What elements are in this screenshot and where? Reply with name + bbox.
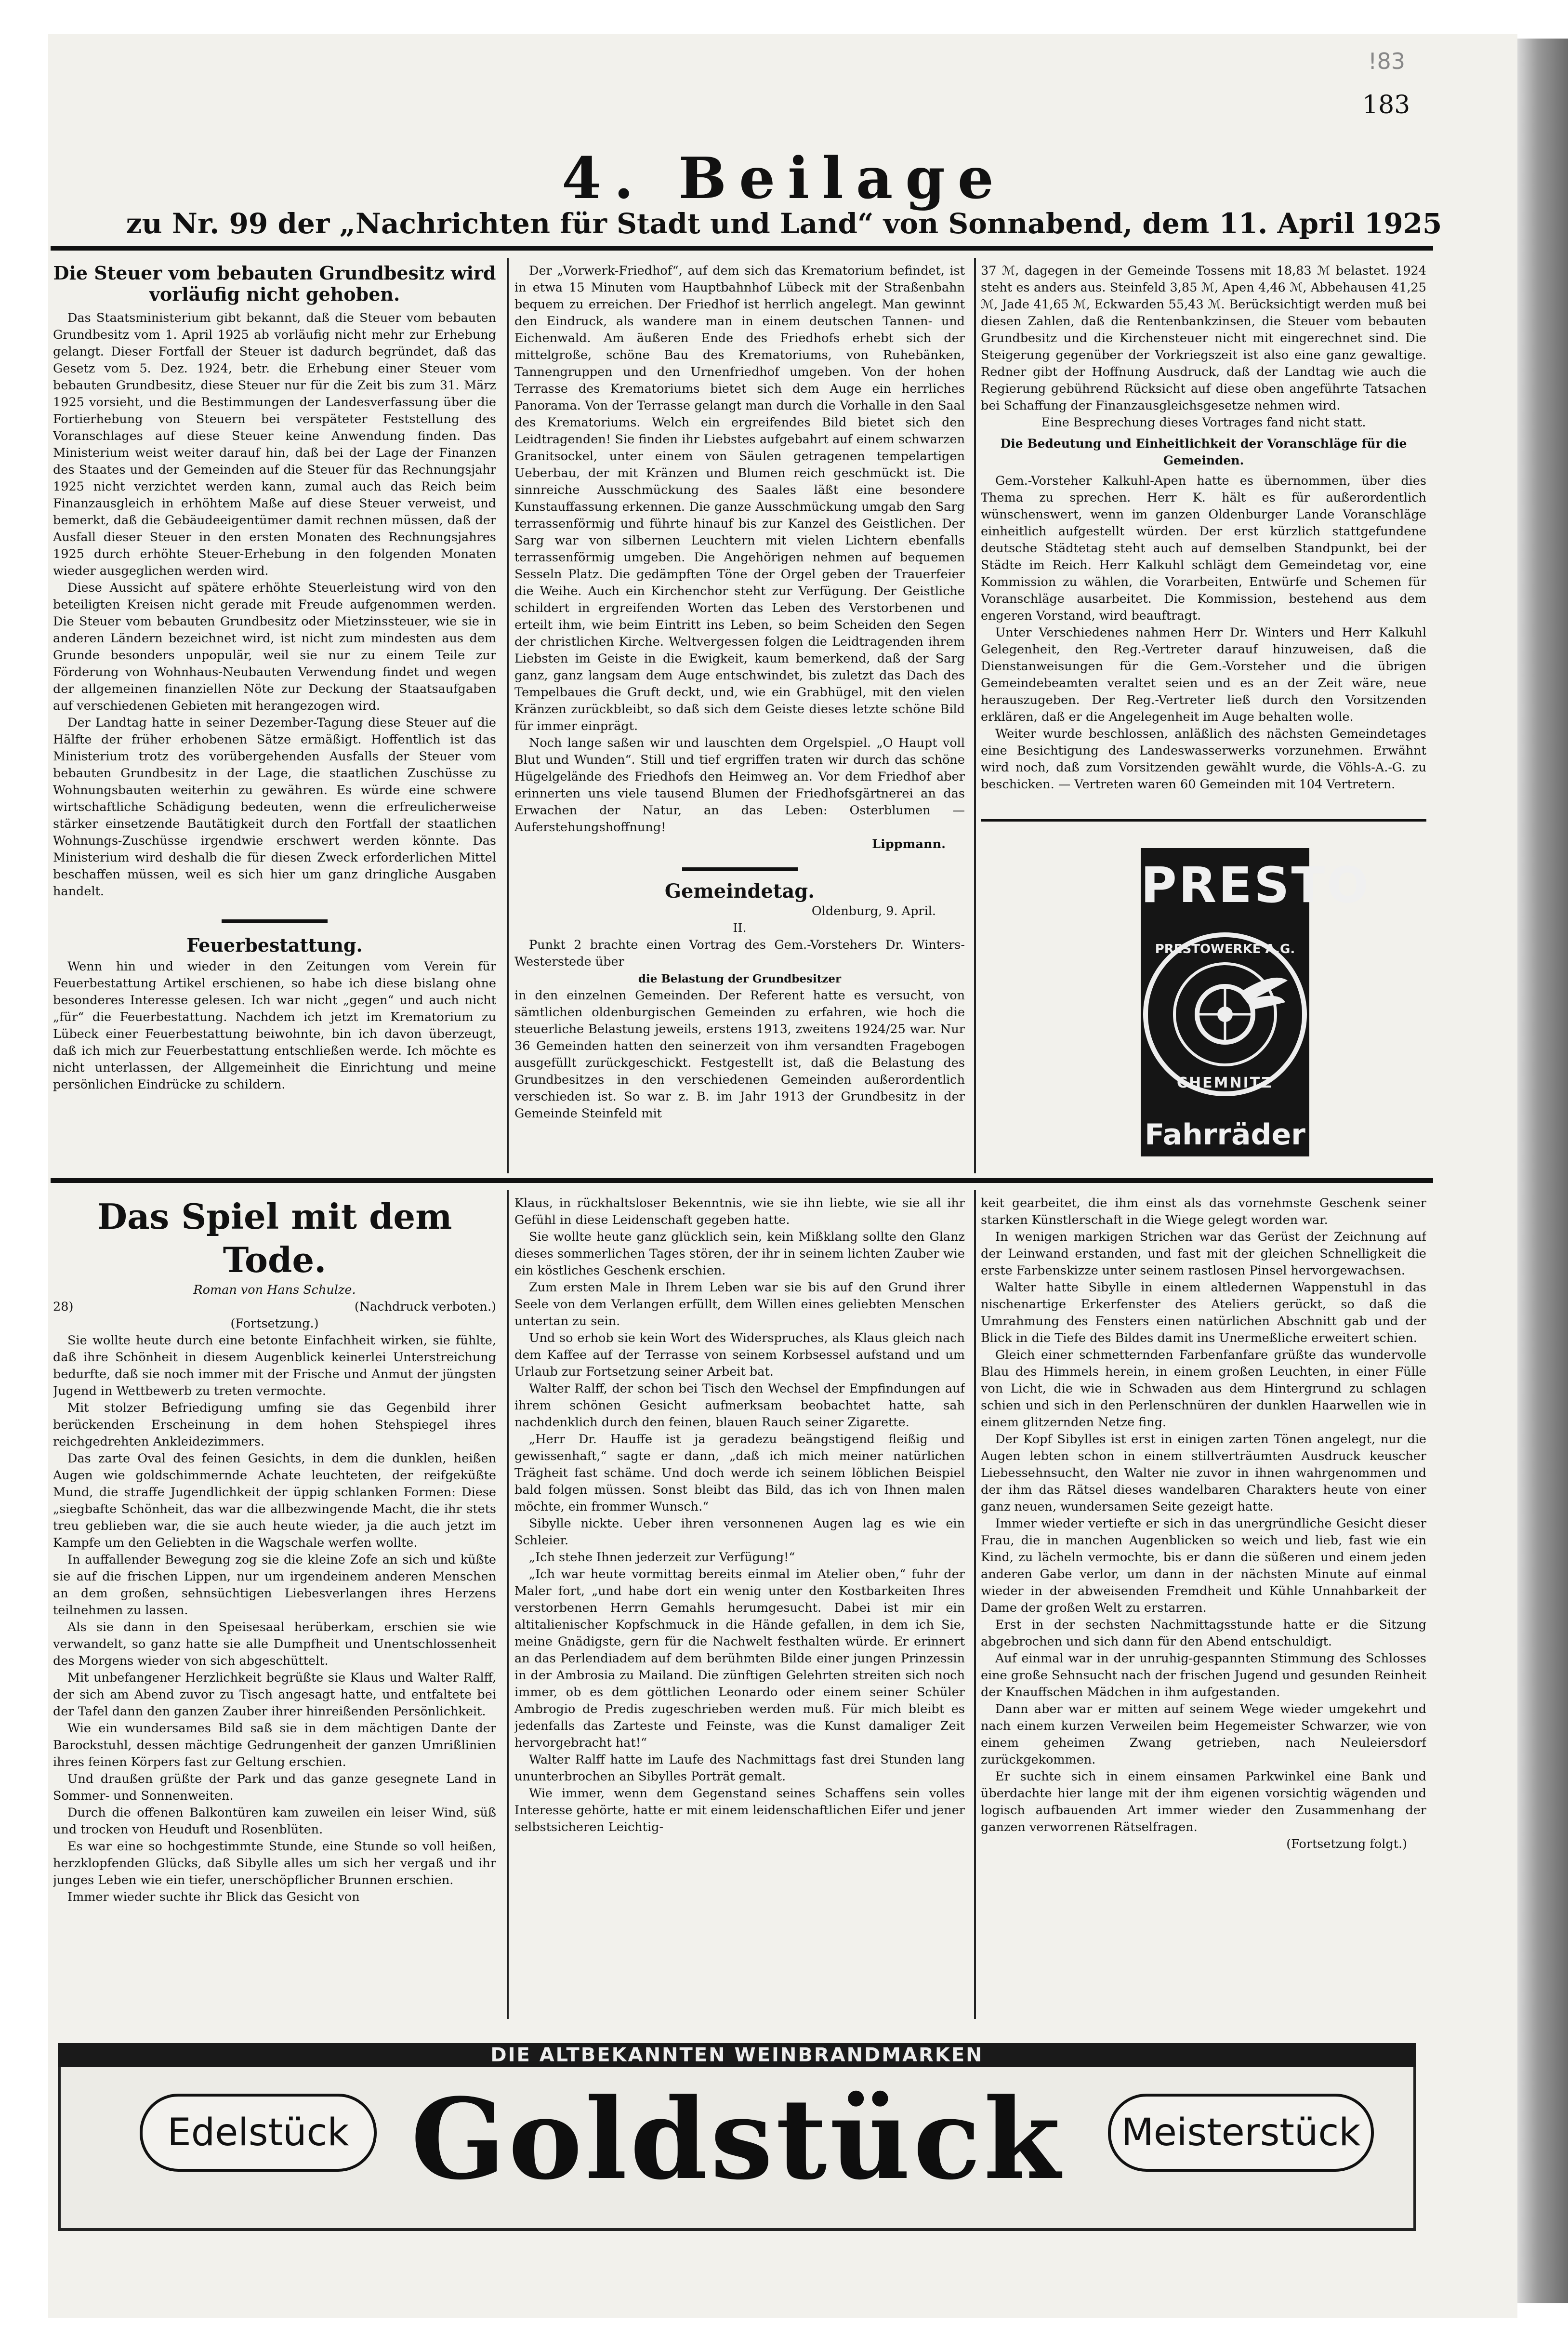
paragraph: Walter Ralff, der schon bei Tisch den Wechsel der Empfindungen auf ihrem schönen Gesicht aufmerksam beobachtet hatte, sah nachdenklich durch den feinen, blauen Rauch seiner Zigarette.: [514, 1381, 965, 1430]
supplement-title: 4. Beilage: [562, 145, 1006, 212]
paragraph: Es war eine so hochgestimmte Stunde, eine Stunde so voll heißen, herzklopfenden Glücks, daß Sibylle alles um sich her vergaß und ihr junges Leben wie ein tiefer, unerschöpflicher Brunnen erschien.: [53, 1839, 496, 1887]
paragraph: Und draußen grüßte der Park und das ganze gesegnete Land in Sommer- und Sonnenweiten.: [53, 1772, 496, 1803]
paragraph: Diese Aussicht auf spätere erhöhte Steuerleistung wird von den beteiligten Kreisen nicht gerade mit Freude aufgenommen werden. Die Steuer vom bebauten Grundbesitz oder Mietzinssteuer, wie sie in anderen Ländern bezeichnet wird, ist nicht zum mindesten aus dem Grunde besonders unpopulär, weil sie nur zu einem Teile zur Förderung von Wohnhaus-Neubauten Verwendung findet und wegen der allgemeinen finanziellen Nöte zur Deckung der Staatsaufgaben auf verschiedenen Gebieten mit herangezogen wird.: [53, 581, 496, 713]
paragraph: Sie wollte heute ganz glücklich sein, kein Mißklang sollte den Glanz dieses sommerlichen Tages stören, der ihr in seinem lichten Zauber wie ein köstliches Geschenk erschien.: [514, 1230, 965, 1278]
column-rule-horizontal: [981, 819, 1426, 822]
paragraph: In auffallender Bewegung zog sie die kleine Zofe an sich und küßte sie auf die frischen Lippen, nur um irgendeinem anderen Menschen an dem großen, sehnsüchtigen Liebesverlangen ihres Herzens teilnehmen zu lassen.: [53, 1553, 496, 1618]
brand-edelstueck: Edelstück: [140, 2094, 377, 2172]
paragraph: Wie ein wundersames Bild saß sie in dem mächtigen Dante der Barockstuhl, dessen mächtige Gedrungenheit der ganzen Umrißlinien ihres feinen Körpers fast zur Geltung erschien.: [53, 1721, 496, 1769]
installment-number: 28): [53, 1300, 74, 1314]
paragraph: Der Landtag hatte in seiner Dezember-Tagung diese Steuer auf die Hälfte der früher erhobenen Sätze ermäßigt. Hoffentlich ist das Ministerium trotz des vorübergehenden Ausfalls der Steuer vom bebauten Grundbesitz in der Lage, die staatlichen Zuschüsse zu Wohnungsbauten weiterhin zu gewähren. Es würde eine schwere wirtschaftliche Schädigung bedeuten, wenn die erfreulicherweise stärker einsetzende Bautätigkeit durch den Fortfall der staatlichen Wohnungs-Zuschüsse irgendwie erschwert werden könnte. Das Ministerium wird deshalb die für diesen Zweck erforderlichen Mittel beschaffen müssen, weil es sich hier um ganz dringliche Ausgaben handelt.: [53, 716, 496, 899]
paragraph: Er suchte sich in einem einsamen Parkwinkel eine Bank und überdachte hier lange mit der ihm eigenen vorsichtig wägenden und logisch aufbauenden Art immer wieder den Zusammenhang der ganzen verworrenen Rätselfragen.: [981, 1769, 1426, 1834]
continuation-note: (Fortsetzung.): [230, 1316, 319, 1331]
page-edge: [1517, 39, 1568, 2303]
paragraph: Der „Vorwerk-Friedhof“, auf dem sich das Krematorium befindet, ist in etwa 15 Minuten vom Hauptbahnhof Lübeck mit der Straßenbahn bequem zu erreichen. Der Friedhof ist herrlich angelegt. Man gewinnt den Eindruck, als wandere man in einem deutschen Tannen- und Eichenwald. Am äußeren Ende des Friedhofs erhebt sich der mittelgroße, schöne Bau des Krematoriums, von Ruhebänken, Tannengruppen und den Urnenfriedhof umgeben. Von der hohen Terrasse des Krematoriums bietet sich dem Auge ein herrliches Panorama. Von der Terrasse gelangt man durch die Vorhalle in den Saal des Krematoriums. Welch ein ergreifendes Bild bietet sich den Leidtragenden! Sie finden ihr Liebstes aufgebahrt auf einem schwarzen Granitsockel, unter einem von Säulen getragenen tempelartigen Ueberbau, der mit Kränzen und Blumen reich geschmückt ist. Die sinnreiche Ausschmückung des Saales läßt eine besondere Kunstauffassung erkennen. Die ganze Ausschmückung umgab den Sarg terrassenförmig und führte hinauf bis zur Kanzel des Geistlichen. Der Sarg war von silbernen Leuchtern mit vielen Lichtern ebenfalls terrassenförmig umgeben. Die Angehörigen nehmen auf bequemen Sesseln Platz. Die gedämpften Töne der Orgel geben der Trauerfeier die Weihe. Auch ein Kirchenchor steht zur Verfügung. Der Geistliche schildert in ergreifenden Worten das Leben des Verstorbenen und erteilt ihm, wie beim Eintritt ins Leben, so beim Scheiden den Segen der christlichen Kirche. Weltvergessen folgen die Leidtragenden ihrem Liebsten im Geiste in die Ewigkeit, kaum bemerkend, daß der Sarg ganz, ganz langsam dem Auge entschwindet, bis zuletzt das Dach des Tempelbaues die Gruft deckt, und, wie ein Grabhügel, mit den vielen Kränzen zurückbleibt, so daß sich dem Geiste dieses letzte schöne Bild für immer einprägt.: [514, 264, 965, 733]
paragraph: Immer wieder suchte ihr Blick das Gesicht von: [67, 1890, 360, 1904]
paragraph: in den einzelnen Gemeinden. Der Referent hatte es versucht, von sämtlichen oldenburgischen Gemeinden zu erfahren, wie hoch die steuerliche Belastung jeweils, erstens 1913, zweitens 1924/25 war. Nur 36 Gemeinden hatten den seinerzeit von ihm versandten Fragebogen ausgefüllt zurückgeschickt. Festgestellt ist, daß die Belastung des Grundbesitzes in den verschiedenen Gemeinden außerordentlich verschieden ist. So war z. B. im Jahr 1913 der Grundbesitz in der Gemeinde Steinfeld mit: [514, 988, 965, 1121]
presto-advertisement: [1141, 848, 1370, 1156]
novel-column-1: [53, 1195, 496, 2024]
section-rule: [51, 1178, 1433, 1183]
paragraph: Wenn hin und wieder in den Zeitungen vom Verein für Feuerbestattung Artikel erschienen, so habe ich diese bislang ohne besonderes Interesse gelesen. Ich war nicht „gegen“ und auch nicht „für“ die Feuerbestattung. Nachdem ich jetzt im Krematorium zu Lübeck einer Feuerbestattung beiwohnte, bin ich davon überzeugt, daß ich mich zur Feuerbestattung entschließen werde. Ich möchte es nicht unterlassen, der Allgemeinheit die Einrichtung und meine persönlichen Eindrücke zu schildern.: [53, 959, 496, 1092]
paragraph: Das Staatsministerium gibt bekannt, daß die Steuer vom bebauten Grundbesitz vom 1. April 1925 ab vorläufig nicht mehr zur Erhebung gelangt. Dieser Fortfall der Steuer ist dadurch begründet, daß das Gesetz vom 5. Dez. 1924, betr. die Erhebung einer Steuer vom bebauten Grundbesitz, diese Steuer nur für die Zeit bis zum 31. März 1925 vorsieht, und die Bestimmungen der Landesverfassung über die Fortierhebung von Steuern bei verspäteter Feststellung des Voranschlages auf diese Steuer keine Anwendung finden. Das Ministerium weist weiter darauf hin, daß bei der Lage der Finanzen des Staates und der Gemeinden auf die Steuer für das Rechnungsjahr 1925 nicht verzichtet werden kann, zumal auch das Reich beim Finanzausgleich in erhöhtem Maße auf diese Steuer verweist, und bemerkt, daß die Gebäudeeigentümer damit rechnen müssen, daß der Ausfall dieser Steuer in den ersten Monaten des Rechnungsjahres 1925 durch erhöhte Steuer-Erhebung in den folgenden Monaten wieder ausgeglichen werden wird.: [53, 311, 496, 578]
presto-logo-text: PRESTO: [1141, 857, 1370, 914]
paragraph: Zum ersten Male in Ihrem Leben war sie bis auf den Grund ihrer Seele von dem Verlangen erfüllt, dem Willen eines geliebten Menschen untertan zu sein.: [514, 1280, 965, 1328]
column-rule: [507, 258, 509, 1173]
column-rule: [974, 258, 976, 1173]
archive-mark: !83: [1368, 48, 1405, 74]
novel-title: Das Spiel mit dem Tode.: [97, 1196, 452, 1280]
paragraph: Wie immer, wenn dem Gegenstand seines Schaffens sein volles Interesse gehörte, hatte er mit einem leidenschaftlichen Eifer und jener selbstsicheren Leichtig-: [514, 1786, 965, 1834]
reprint-notice: (Nachdruck verboten.): [354, 1300, 496, 1314]
brand-goldstueck: Goldstück: [410, 2074, 1064, 2204]
paragraph: „Herr Dr. Hauffe ist ja geradezu beängstigend fleißig und gewissenhaft,“ sagte er dann, „daß ich mich meiner natürlichen Trägheit fast schäme. Und doch werde ich seinem löblichen Beispiel bald folgen müssen. Sonst bleibt das Bild, das ich von Ihnen malen möchte, ein frommer Wunsch.“: [514, 1432, 965, 1514]
section-divider: [682, 867, 798, 871]
column-rule: [507, 1190, 509, 2019]
paragraph: Walter Ralff hatte im Laufe des Nachmittags fast drei Stunden lang ununterbrochen an Sibylles Porträt gemalt.: [514, 1753, 965, 1784]
paragraph: Sibylle nickte. Ueber ihren versonnenen Augen lag es wie ein Schleier.: [514, 1516, 965, 1548]
paragraph: Immer wieder vertiefte er sich in das unergründliche Gesicht dieser Frau, die in manchen Augenblicken so weich und lieb, fast wie ein Kind, zu lächeln vermochte, bis er dann die süßeren und einem jeden anderen Gabe verlor, um dann in der nächsten Minute auf einmal wieder in der abweisenden Fremdheit und Kühle Unnahbarkeit der Dame der großen Welt zu erstarren.: [981, 1516, 1426, 1615]
presto-product: Fahrräder: [1145, 1118, 1305, 1152]
paragraph: „Ich stehe Ihnen jederzeit zur Verfügung!“: [529, 1550, 795, 1565]
paragraph: Punkt 2 brachte einen Vortrag des Gem.-Vorstehers Dr. Winters-Westerstede über: [514, 938, 965, 969]
signature: Lippmann.: [872, 837, 946, 851]
column-1: [53, 263, 496, 1164]
dateline: Oldenburg, 9. April.: [811, 904, 936, 918]
article-heading: Gemeindetag.: [664, 880, 815, 903]
paragraph: Auf einmal war in der unruhig-gespannten Stimmung des Schlosses eine große Sehnsucht nach der frischen Jugend und gesunden Reinheit der Knauffschen Mädchen in ihm aufgestanden.: [981, 1651, 1426, 1700]
presto-ring-bottom: CHEMNITZ: [1177, 1075, 1273, 1091]
paragraph: Der Kopf Sibylles ist erst in einigen zarten Tönen angelegt, nur die Augen lebten schon in einem stillverträumten Ausdruck keuscher Liebessehnsucht, den Walter nie zuvor in ihnen wahrgenommen und der ihm das Rätsel dieses wandelbaren Charakters heute von einer ganz neuen, wundersamen Seite gezeigt hatte.: [981, 1432, 1426, 1514]
paragraph: Dann aber war er mitten auf seinem Wege wieder umgekehrt und nach einem kurzen Verweilen beim Hegemeister Schwarzer, wie von einem geheimen Zwang getrieben, nach Neuleiersdorf zurückgekommen.: [981, 1702, 1426, 1767]
novel-byline: Roman von Hans Schulze.: [193, 1283, 356, 1297]
column-2: [514, 263, 965, 1173]
to-be-continued: (Fortsetzung folgt.): [1286, 1837, 1407, 1851]
brand-meisterstueck: Meisterstück: [1108, 2094, 1374, 2172]
paragraph: Als sie dann in den Speisesaal herüberkam, erschien sie wie verwandelt, so ganz hatte sie alle Dumpfheit und Unentschlossenheit des Morgens wieder von sich abgeschüttelt.: [53, 1620, 496, 1668]
article-heading: Die Steuer vom bebauten Grundbesitz wird vorläufig nicht gehoben.: [53, 263, 496, 305]
paragraph: Klaus, in rückhaltsloser Bekenntnis, wie sie ihn liebte, wie sie all ihr Gefühl in diese Leidenschaft gegeben hatte.: [514, 1196, 965, 1227]
novel-column-3: [981, 1195, 1426, 2024]
header-rule: [51, 246, 1433, 251]
advertisement-band: DIE ALTBEKANNTEN WEINBRANDMARKEN: [58, 2043, 1416, 2067]
paragraph: In wenigen markigen Strichen war das Gerüst der Zeichnung auf der Leinwand erstanden, und fast mit der gleichen Schnelligkeit die erste Farbenskizze unter seinem rastlosen Pinsel hervorgewachsen.: [981, 1230, 1426, 1278]
paragraph: Gem.-Vorsteher Kalkuhl-Apen hatte es übernommen, über dies Thema zu sprechen. Herr K. hält es für außerordentlich wünschenswert, wenn im ganzen Oldenburger Lande Voranschläge einheitlich aufgestellt würden. Der erst kürzlich stattgefundene deutsche Städtetag steht auch auf demselben Standpunkt, bei der Städte im Reich. Herr Kalkuhl schlägt dem Gemeindetag vor, eine Kommission zu wählen, die Vorarbeiten, Entwürfe und Schemen für Voranschläge ausarbeitet. Die Kommission, bestehend aus dem engeren Vorstand, wird beauftragt.: [981, 474, 1426, 623]
column-rule: [974, 1190, 976, 2019]
supplement-subtitle: zu Nr. 99 der „Nachrichten für Stadt und Land“ von Sonnabend, dem 11. April 1925: [126, 207, 1442, 240]
novel-column-2: [514, 1195, 965, 2024]
paragraph: Mit unbefangener Herzlichkeit begrüßte sie Klaus und Walter Ralff, der sich am Abend zuvor zu Tisch angesagt hatte, und entfaltete bei der Tafel dann den ganzen Zauber ihrer hinreißenden Persönlichkeit.: [53, 1671, 496, 1719]
paragraph: Eine Besprechung dieses Vortrages fand nicht statt.: [1041, 415, 1366, 430]
paragraph: Gleich einer schmetternden Farbenfanfare grüßte das wundervolle Blau des Himmels herein, in einem großen Leuchten, in einer Fülle von Licht, die wie in Schwaden aus dem Hintergrund zu schlagen schien und sich in den Perlenschnüren der dunklen Haarwellen wie in einem glitzernden Netze fing.: [981, 1348, 1426, 1430]
paragraph: Und so erhob sie kein Wort des Widerspruches, als Klaus gleich nach dem Kaffee auf der Terrasse von seinem Korbsessel aufstand und um Urlaub zur Fortsetzung seiner Arbeit bat.: [514, 1331, 965, 1379]
paragraph: Mit stolzer Befriedigung umfing sie das Gegenbild ihrer berückenden Erscheinung in dem hohen Stehspiegel ihres reichgedrehten Ankleidezimmers.: [53, 1401, 496, 1449]
paragraph: Walter hatte Sibylle in einem altledernen Wappenstuhl in das nischenartige Erkerfenster des Ateliers gerückt, so daß die Umrahmung des Fensters einen natürlichen Abschnitt gab und der Blick in die Tiefe des Bildes damit ins Unermeßliche erweitert schien.: [981, 1280, 1426, 1345]
subheading: Die Bedeutung und Einheitlichkeit der Voranschläge für die Gemeinden.: [1000, 437, 1407, 467]
paragraph: 37 ℳ, dagegen in der Gemeinde Tossens mit 18,83 ℳ belastet. 1924 steht es anders aus. Steinfeld 3,85 ℳ, Apen 4,46 ℳ, Abbehausen 41,25 ℳ, Jade 41,65 ℳ, Eckwarden 55,43 ℳ. Berücksichtigt werden muß bei diesen Zahlen, daß die Rentenbankzinsen, die Steuer vom bebauten Grundbesitz und die Kirchensteuer nicht mit eingerechnet sind. Die Steigerung gegenüber der Vorkriegszeit ist also eine ganz gewaltige. Redner gibt der Hoffnung Ausdruck, daß der Landtag wie auch die Regierung gebührend Rücksicht auf diese oben angeführte Tatsachen bei Schaffung der Finanzausgleichsgesetze nehmen wird.: [981, 264, 1426, 413]
presto-ring-top: PRESTOWERKE A.G.: [1155, 942, 1295, 956]
section-divider: [222, 919, 328, 923]
paragraph: Erst in der sechsten Nachmittagsstunde hatte er die Sitzung abgebrochen und sich dann für den Abend entschuldigt.: [981, 1618, 1426, 1649]
paragraph: keit gearbeitet, die ihm einst als das vornehmste Geschenk seiner starken Künstlerschaft in die Wiege gelegt worden war.: [981, 1196, 1426, 1227]
paragraph: „Ich war heute vormittag bereits einmal im Atelier oben,“ fuhr der Maler fort, „und habe dort ein wenig unter den Kostbarkeiten Ihres verstorbenen Herrn Gemahls herumgesucht. Dabei ist mir ein altitalienischer Kopfschmuck in die Hände gefallen, in dem ich Sie, meine Gnädigste, gern für die Nachwelt festhalten würde. Er erinnert an das Perlendiadem auf dem berühmten Bilde einer jungen Prinzessin in der Ambrosia zu Mailand. Die zünftigen Gelehrten streiten sich noch immer, ob es dem göttlichen Leonardo oder einem seiner Schüler Ambrogio de Predis zugeschrieben werden muß. Für mich bleibt es jedenfalls das Zarteste und Feinste, was die Kunst damaliger Zeit hervorgebracht hat!“: [514, 1567, 965, 1750]
article-heading: Feuerbestattung.: [186, 934, 363, 956]
paragraph: Noch lange saßen wir und lauschten dem Orgelspiel. „O Haupt voll Blut und Wunden“. Still und tief ergriffen traten wir durch das schöne Hügelgelände des Friedhofs den Heimweg an. Vor dem Friedhof aber erinnerten uns viele tausend Blumen der Friedhofsgärtnerei an das Erwachen der Natur, an das Leben: Osterblumen — Auferstehungshoffnung!: [514, 736, 965, 835]
part-number: II.: [733, 921, 747, 935]
paragraph: Das zarte Oval des feinen Gesichts, in dem die dunklen, heißen Augen wie goldschimmernde Achate leuchteten, der reifgeküßte Mund, die straffe Jugendlichkeit der üppig schlanken Formen: Diese „siegbafte Schönheit, das war die allbezwingende Macht, die ihr stets treu geblieben war, die sie auch heute wieder, ja die auch jetzt im Kampfe um den Geliebten in die Wagschale werfen wollte.: [53, 1451, 496, 1550]
page-number: 183: [1362, 91, 1410, 120]
paragraph: Weiter wurde beschlossen, anläßlich des nächsten Gemeindetages eine Besichtigung des Landeswasserwerks vorzunehmen. Erwähnt wird noch, daß zum Vorsitzenden gewählt wurde, die Vöhls-A.-G. zu beschicken. — Vertreten waren 60 Gemeinden mit 104 Vertretern.: [981, 727, 1426, 792]
subheading: die Belastung der Grundbesitzer: [638, 972, 842, 985]
paragraph: Durch die offenen Balkontüren kam zuweilen ein leiser Wind, süß und trocken von Heuduft und Rosenblüten.: [53, 1806, 496, 1837]
paragraph: Unter Verschiedenes nahmen Herr Dr. Winters und Herr Kalkuhl Gelegenheit, den Reg.-Vertreter darauf hinzuweisen, daß die Dienstanweisungen für die Gem.-Vorsteher und die übrigen Gemeindebeamten veraltet seien und es an der Zeit wäre, neue herauszugeben. Der Reg.-Vertreter ließ durch den Vorsitzenden erklären, daß er die Angelegenheit im Auge behalten wolle.: [981, 625, 1426, 724]
column-3: [981, 263, 1426, 807]
paragraph: Sie wollte heute durch eine betonte Einfachheit wirken, sie fühlte, daß ihre Schönheit in diesem Augenblick keinerlei Unterstreichung bedurfte, daß sie noch immer mit der Frische und Anmut der jüngsten Jugend in Wettbewerb zu treten vermochte.: [53, 1333, 496, 1398]
